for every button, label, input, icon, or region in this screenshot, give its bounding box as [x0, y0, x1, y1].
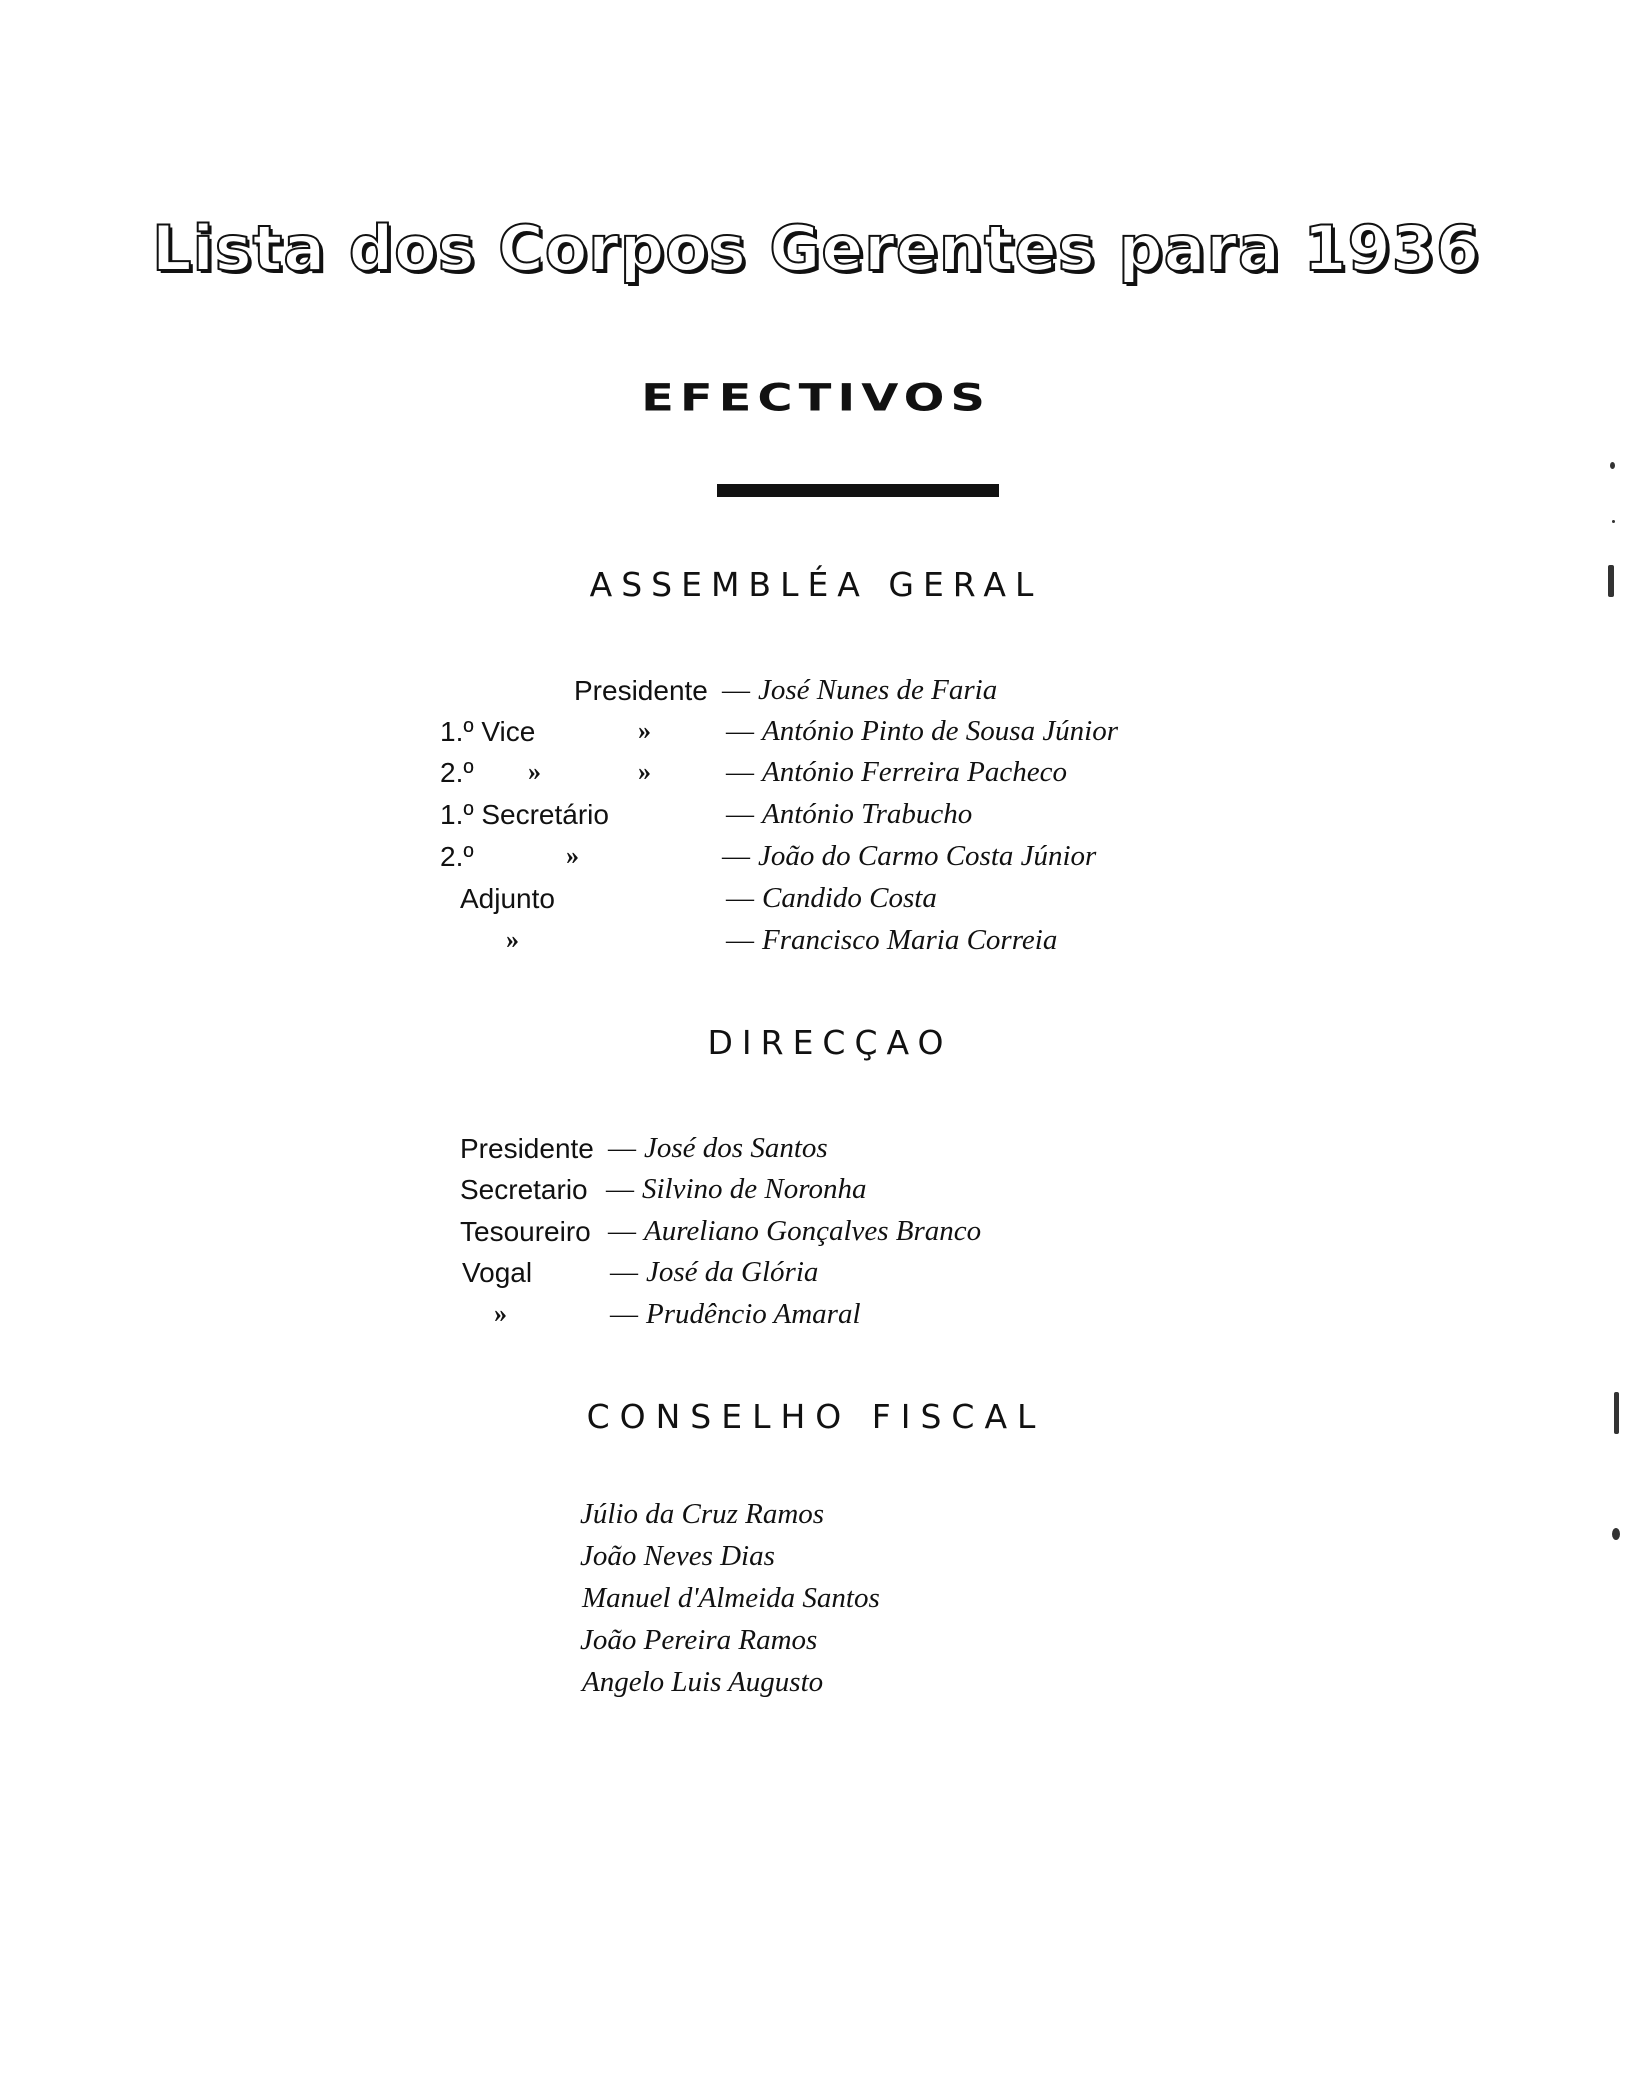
section-heading-assembleia: ASSEMBLÉA GERAL	[589, 565, 1043, 604]
conselho-member-name: Júlio da Cruz Ramos	[580, 1498, 825, 1530]
assembleia-dash: —	[726, 925, 754, 956]
assembleia-member-name: José Nunes de Faria	[758, 674, 998, 706]
assembleia-member-name: António Trabucho	[762, 798, 973, 830]
assembleia-role-label: 1.º Secretário	[440, 799, 609, 830]
title-divider	[717, 484, 999, 497]
assembleia-role-label: Presidente	[574, 675, 708, 706]
assembleia-dash: —	[722, 675, 750, 706]
direccao-member-name: Silvino de Noronha	[642, 1173, 867, 1205]
assembleia-dash: —	[726, 883, 754, 914]
direccao-member-name: José da Glória	[646, 1256, 819, 1288]
direccao-dash: —	[610, 1299, 638, 1330]
assembleia-ditto-mark: »	[528, 757, 541, 786]
direccao-member-name: Aureliano Gonçalves Branco	[644, 1215, 982, 1247]
scan-speck	[1614, 1392, 1619, 1434]
section-heading-conselho-fiscal: CONSELHO FISCAL	[586, 1397, 1046, 1436]
scan-speck	[1610, 462, 1615, 469]
direccao-ditto-mark: »	[494, 1299, 507, 1328]
assembleia-dash: —	[726, 716, 754, 747]
section-heading-direccao: DIRECÇAO	[707, 1023, 953, 1062]
direccao-role-label: Secretario	[460, 1174, 588, 1205]
assembleia-ditto-mark: »	[506, 925, 519, 954]
document-subtitle: EFECTIVOS	[641, 376, 991, 420]
conselho-member-name: João Neves Dias	[580, 1540, 775, 1572]
assembleia-ditto-mark: »	[638, 716, 651, 745]
assembleia-dash: —	[726, 799, 754, 830]
direccao-dash: —	[606, 1174, 634, 1205]
conselho-member-name: Angelo Luis Augusto	[582, 1666, 824, 1698]
direccao-member-name: Prudêncio Amaral	[646, 1298, 861, 1330]
direccao-dash: —	[608, 1216, 636, 1247]
assembleia-ditto-mark: »	[566, 841, 579, 870]
assembleia-role-label: 2.º	[440, 841, 474, 872]
assembleia-member-name: António Ferreira Pacheco	[762, 756, 1067, 788]
assembleia-role-label: 1.º Vice	[440, 716, 536, 747]
direccao-dash: —	[610, 1257, 638, 1288]
assembleia-member-name: João do Carmo Costa Júnior	[758, 840, 1097, 872]
assembleia-member-name: Candido Costa	[762, 882, 937, 914]
direccao-role-label: Presidente	[460, 1133, 594, 1164]
direccao-role-label: Vogal	[462, 1257, 533, 1288]
direccao-member-name: José dos Santos	[644, 1132, 828, 1164]
scan-speck	[1612, 520, 1615, 523]
assembleia-role-label: Adjunto	[460, 883, 555, 914]
document-title: Lista dos Corpos Gerentes para 1936	[152, 212, 1480, 285]
assembleia-member-name: António Pinto de Sousa Júnior	[762, 715, 1119, 747]
assembleia-dash: —	[722, 841, 750, 872]
assembleia-member-name: Francisco Maria Correia	[762, 924, 1058, 956]
conselho-member-name: João Pereira Ramos	[580, 1624, 818, 1656]
assembleia-role-label: 2.º	[440, 757, 474, 788]
conselho-member-name: Manuel d'Almeida Santos	[582, 1582, 880, 1614]
direccao-dash: —	[608, 1133, 636, 1164]
assembleia-ditto-mark: »	[638, 757, 651, 786]
direccao-role-label: Tesoureiro	[460, 1216, 591, 1247]
scan-speck	[1608, 565, 1614, 597]
scan-speck	[1612, 1528, 1620, 1540]
assembleia-dash: —	[726, 757, 754, 788]
